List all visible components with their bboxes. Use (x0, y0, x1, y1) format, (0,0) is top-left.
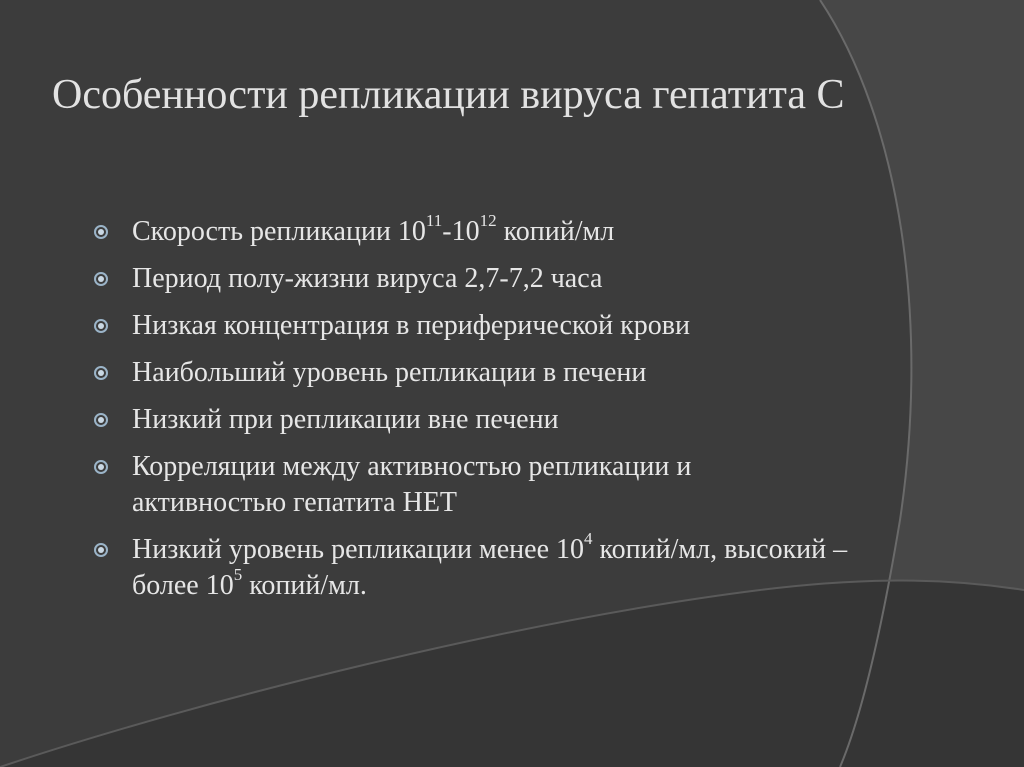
bullet-item (92, 449, 852, 521)
bullet-text: Наибольший уровень репликации в печени (132, 357, 647, 388)
circle-bullet-icon (94, 366, 108, 380)
bullet-item (92, 528, 852, 604)
bullet-item (92, 308, 852, 344)
circle-bullet-icon (94, 543, 108, 557)
bullet-item (92, 402, 852, 438)
bullet-text: Низкий при репликации вне печени (132, 404, 559, 435)
bullet-text: Скорость репликации $10^{11}-10^{12}$ копий/мл (132, 210, 615, 247)
circle-bullet-icon (94, 460, 108, 474)
circle-bullet-icon (94, 272, 108, 286)
bullet-text: Низкий уровень репликации менее $10^4$ копий/мл, высокий – более $10^5$ копий/мл. (132, 528, 848, 601)
bullet-item (92, 261, 852, 297)
bullet-item (92, 210, 852, 250)
bullet-text: Корреляции между активностью репликации и активностью гепатита НЕТ (132, 451, 692, 518)
circle-bullet-icon (94, 413, 108, 427)
circle-bullet-icon (94, 225, 108, 239)
circle-bullet-icon (94, 319, 108, 333)
bullet-text: Период полу-жизни вируса 2,7-7,2 часа (132, 263, 603, 294)
bullet-list (92, 210, 852, 615)
bullet-text: Низкая концентрация в периферической крови (132, 310, 690, 341)
bullet-item (92, 355, 852, 391)
slide-title: Особенности репликации вируса гепатита С (52, 72, 845, 118)
